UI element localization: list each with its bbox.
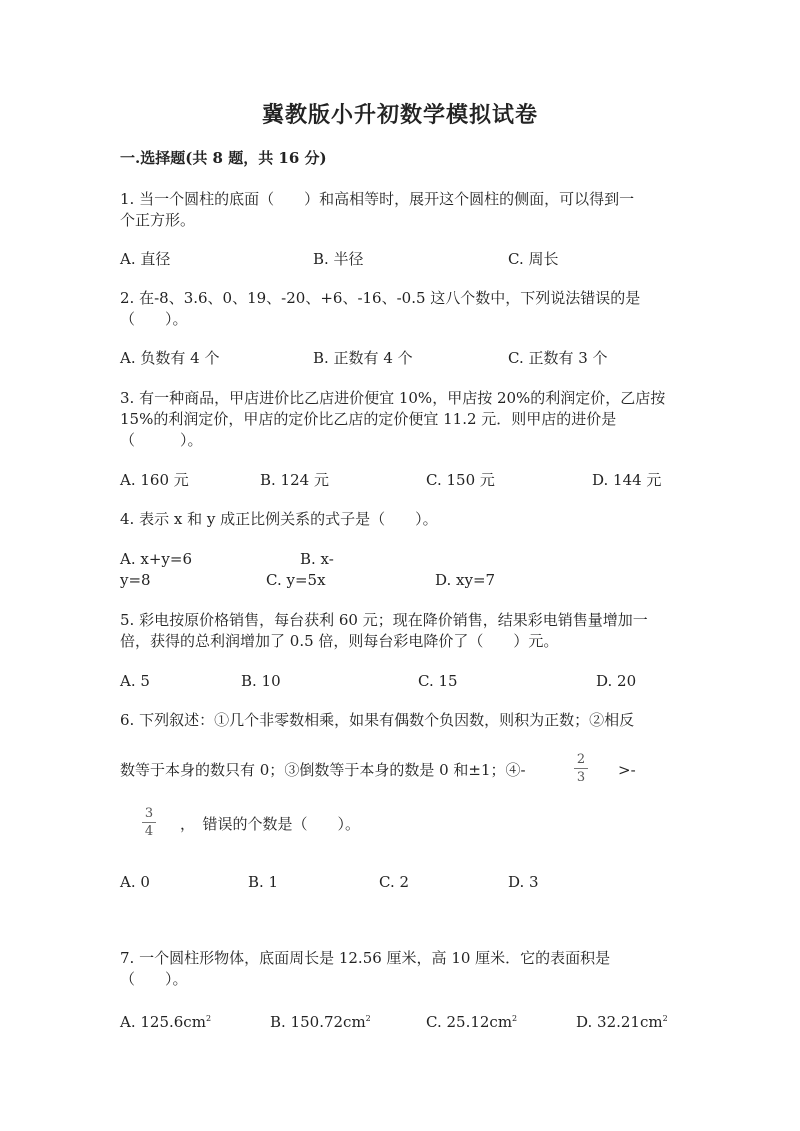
q4-option-c: C. y=5x xyxy=(266,571,326,589)
unit-superscript: 2 xyxy=(205,1014,212,1023)
q6-option-c: C. 2 xyxy=(379,873,410,891)
question-6-text-cont2: ， 错误的个数是（ ）。 xyxy=(180,815,361,833)
question-2-text-cont: （ ）。 xyxy=(120,310,188,328)
q6-option-d: D. 3 xyxy=(508,873,539,891)
unit-superscript: 2 xyxy=(662,1014,668,1023)
question-3-text: 3. 有一种商品，甲店进价比乙店进价便宜 10%，甲店按 20%的利润定价，乙店按 xyxy=(120,389,666,407)
option-value: A. 125.6cm xyxy=(120,1013,206,1031)
question-7-text: 7. 一个圆柱形物体，底面周长是 12.56 厘米，高 10 厘米．它的表面积是 xyxy=(120,949,611,967)
question-6-text-cont: 数等于本身的数只有 0；③倒数等于本身的数是 0 和±1；④- xyxy=(120,761,526,779)
q2-option-a: A. 负数有 4 个 xyxy=(120,349,220,367)
q5-option-d: D. 20 xyxy=(596,672,637,690)
option-value: B. 150.72cm xyxy=(270,1013,366,1031)
section-heading: 一.选择题(共 8 题，共 16 分) xyxy=(120,149,327,167)
q5-option-c: C. 15 xyxy=(418,672,458,690)
unit-superscript: 2 xyxy=(365,1014,371,1023)
fraction-denominator: 3 xyxy=(576,770,586,785)
q6-option-a: A. 0 xyxy=(120,873,150,891)
q3-option-b: B. 124 元 xyxy=(260,471,329,489)
option-value: C. 25.12cm xyxy=(426,1013,513,1031)
question-3-text-cont2: （ ）。 xyxy=(120,431,203,449)
q4-option-b: B. x- xyxy=(300,550,334,568)
fraction-numerator: 2 xyxy=(576,752,586,767)
q2-option-c: C. 正数有 3 个 xyxy=(508,349,608,367)
question-5-text: 5. 彩电按原价格销售，每台获利 60 元；现在降价销售，结果彩电销售量增加一 xyxy=(120,611,648,629)
greater-than-sign: >- xyxy=(618,761,636,779)
q2-option-b: B. 正数有 4 个 xyxy=(313,349,413,367)
question-1-text-cont: 个正方形。 xyxy=(120,211,196,229)
q7-option-d xyxy=(576,1009,668,1032)
unit-superscript: 2 xyxy=(512,1014,518,1023)
page-title: 冀教版小升初数学模拟试卷 xyxy=(261,102,538,128)
q4-option-d: D. xy=7 xyxy=(435,571,496,589)
option-value: D. 32.21cm xyxy=(576,1013,663,1031)
question-4-text: 4. 表示 x 和 y 成正比例关系的式子是（ ）。 xyxy=(120,510,438,528)
question-7-text-cont: （ ）。 xyxy=(120,970,188,988)
q1-option-a: A. 直径 xyxy=(120,250,171,268)
fraction-denominator: 4 xyxy=(144,824,154,839)
fraction-numerator: 3 xyxy=(144,806,154,821)
q4-option-a: A. x+y=6 xyxy=(120,550,192,568)
fraction-two-thirds xyxy=(572,752,590,785)
q4-option-b-cont: y=8 xyxy=(120,571,151,589)
q1-option-b: B. 半径 xyxy=(313,250,364,268)
question-3-text-cont: 15%的利润定价，甲店的定价比乙店的定价便宜 11.2 元．则甲店的进价是 xyxy=(120,410,617,428)
q5-option-b: B. 10 xyxy=(241,672,281,690)
q7-option-a xyxy=(120,1009,211,1032)
q3-option-a: A. 160 元 xyxy=(120,471,189,489)
question-6-text: 6. 下列叙述：①几个非零数相乘，如果有偶数个负因数，则积为正数；②相反 xyxy=(120,711,635,729)
question-5-text-cont: 倍，获得的总利润增加了 0.5 倍，则每台彩电降价了（ ）元。 xyxy=(120,632,559,650)
q7-option-c xyxy=(426,1009,517,1032)
q3-option-d: D. 144 元 xyxy=(592,471,662,489)
q5-option-a: A. 5 xyxy=(120,672,150,690)
q7-option-b xyxy=(270,1009,371,1032)
q3-option-c: C. 150 元 xyxy=(426,471,495,489)
q1-option-c: C. 周长 xyxy=(508,250,559,268)
question-1-text: 1. 当一个圆柱的底面（ ）和高相等时，展开这个圆柱的侧面，可以得到一 xyxy=(120,190,635,208)
fraction-bar xyxy=(574,768,588,769)
fraction-bar xyxy=(142,822,156,823)
q6-option-b: B. 1 xyxy=(248,873,279,891)
question-2-text: 2. 在-8、3.6、0、19、-20、+6、-16、-0.5 这八个数中，下列说法错误的是 xyxy=(120,289,641,307)
fraction-three-quarters xyxy=(140,806,158,839)
